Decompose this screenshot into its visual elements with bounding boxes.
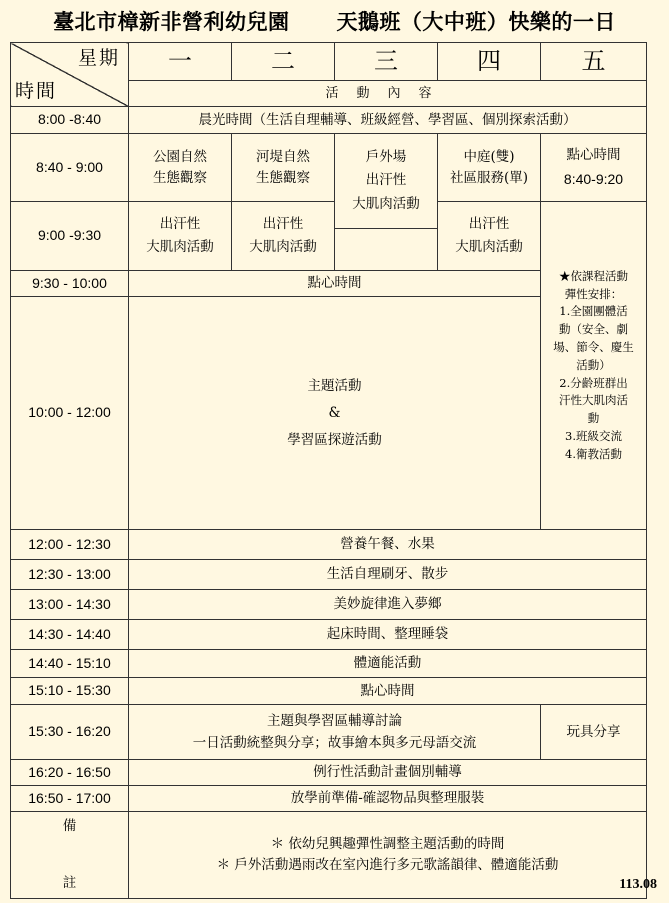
activity-cell: 生活自理刷牙、散步 xyxy=(129,560,647,590)
activity-cell: 點心時間 xyxy=(129,678,647,705)
activity-cell: 營養午餐、水果 xyxy=(129,530,647,560)
side-note: ★依課程活動 彈性安排： 1.全園團體活 動（安全、劇 場、節令、慶生 活動） 2.分齡班群出 汗性大肌肉活 動 3.班級交流 4.衛教活動 xyxy=(541,202,647,530)
activity-fri: 玩具分享 xyxy=(541,705,647,760)
version-footer: 113.08 xyxy=(619,877,657,892)
time-cell: 8:00 -8:40 xyxy=(11,107,129,134)
time-cell: 9:00 -9:30 xyxy=(11,202,129,271)
activity-fri: 點心時間 8:40-9:20 xyxy=(541,134,647,202)
activity-cell: 體適能活動 xyxy=(129,650,647,678)
time-cell: 12:30 - 13:00 xyxy=(11,560,129,590)
time-cell: 12:00 - 12:30 xyxy=(11,530,129,560)
page-title xyxy=(0,0,669,42)
class-name: 天鵝班（大中班）快樂的一日 xyxy=(336,9,616,34)
activity-thu: 出汗性 大肌肉活動 xyxy=(438,202,541,271)
activity-header: 活動內容 xyxy=(129,81,647,107)
day-tue: 二 xyxy=(232,43,335,81)
activity-tue: 出汗性 大肌肉活動 xyxy=(232,202,335,271)
activity-mon: 公園自然 生態觀察 xyxy=(129,134,232,202)
time-cell: 14:30 - 14:40 xyxy=(11,620,129,650)
time-cell: 16:50 - 17:00 xyxy=(11,786,129,812)
activity-tue: 河堤自然 生態觀察 xyxy=(232,134,335,202)
schedule-table xyxy=(10,42,647,899)
remarks-content: ＊ 依幼兒興趣彈性調整主題活動的時間 ＊ 戶外活動遇雨改在室內進行多元歌謠韻律、體適能活動 xyxy=(129,812,647,899)
day-mon: 一 xyxy=(129,43,232,81)
week-label: 星期 xyxy=(77,47,120,69)
remarks-label: 備 註 xyxy=(11,812,129,899)
activity-cell: 放學前準備-確認物品與整理服裝 xyxy=(129,786,647,812)
time-cell: 15:30 - 16:20 xyxy=(11,705,129,760)
day-thu: 四 xyxy=(438,43,541,81)
day-fri: 五 xyxy=(541,43,647,81)
time-cell: 9:30 - 10:00 xyxy=(11,271,129,297)
time-cell: 8:40 - 9:00 xyxy=(11,134,129,202)
activity-cell: 點心時間 xyxy=(129,271,541,297)
activity-mon: 出汗性 大肌肉活動 xyxy=(129,202,232,271)
time-label: 時間 xyxy=(15,79,58,102)
day-wed: 三 xyxy=(335,43,438,81)
activity-wed: 戶外場 出汗性 大肌肉活動 xyxy=(335,134,438,229)
time-cell: 10:00 - 12:00 xyxy=(11,297,129,530)
activity-cell: 美妙旋律進入夢鄉 xyxy=(129,590,647,620)
activity-cell: 主題活動 & 學習區探遊活動 xyxy=(129,297,541,530)
activity-cell: 主題與學習區輔導討論 一日活動統整與分享；故事繪本與多元母語交流 xyxy=(129,705,541,760)
activity-thu: 中庭(雙) 社區服務(單) xyxy=(438,134,541,202)
time-cell: 15:10 - 15:30 xyxy=(11,678,129,705)
time-cell: 16:20 - 16:50 xyxy=(11,760,129,786)
time-cell: 14:40 - 15:10 xyxy=(11,650,129,678)
header-corner xyxy=(11,43,129,107)
activity-cell: 晨光時間（生活自理輔導、班級經營、學習區、個別探索活動） xyxy=(129,107,647,134)
school-name: 臺北市樟新非營利幼兒園 xyxy=(53,9,290,34)
activity-cell: 例行性活動計畫個別輔導 xyxy=(129,760,647,786)
time-cell: 13:00 - 14:30 xyxy=(11,590,129,620)
activity-cell: 起床時間、整理睡袋 xyxy=(129,620,647,650)
